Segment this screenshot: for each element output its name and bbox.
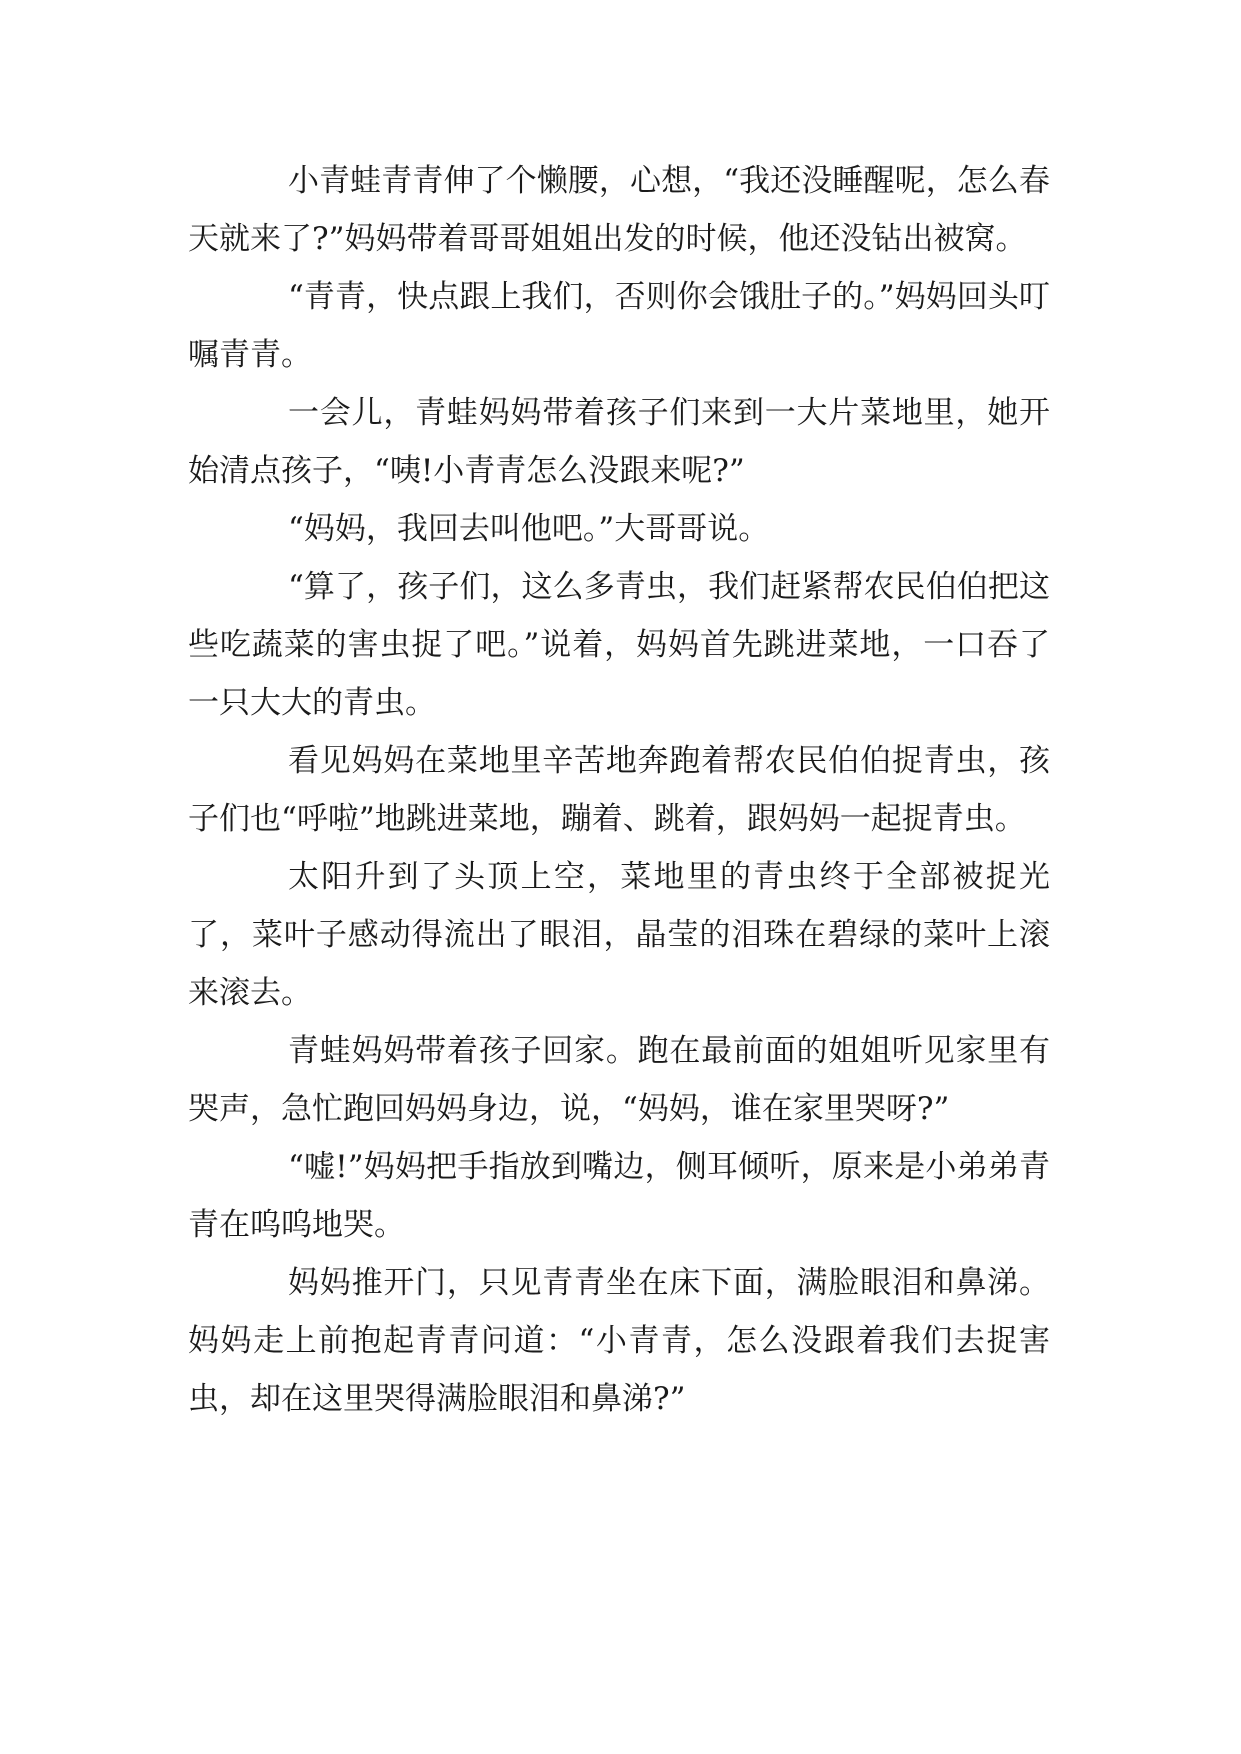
paragraph: “嘘!”妈妈把手指放到嘴边，侧耳倾听，原来是小弟弟青青在呜呜地哭。 bbox=[188, 1149, 1050, 1243]
paragraph: 小青蛙青青伸了个懒腰，心想，“我还没睡醒呢，怎么春天就来了?”妈妈带着哥哥姐姐出发的时候，他还没钻出被窝。 bbox=[188, 163, 1050, 257]
paragraph: “算了，孩子们，这么多青虫，我们赶紧帮农民伯伯把这些吃蔬菜的害虫捉了吧。”说着，妈妈首先跳进菜地，一口吞了一只大大的青虫。 bbox=[188, 569, 1050, 721]
document-body bbox=[188, 152, 1050, 1428]
paragraph: 太阳升到了头顶上空，菜地里的青虫终于全部被捉光了，菜叶子感动得流出了眼泪，晶莹的泪珠在碧绿的菜叶上滚来滚去。 bbox=[188, 859, 1050, 1011]
paragraph: 一会儿，青蛙妈妈带着孩子们来到一大片菜地里，她开始清点孩子，“咦!小青青怎么没跟来呢?” bbox=[188, 395, 1050, 489]
paragraph: 妈妈推开门，只见青青坐在床下面，满脸眼泪和鼻涕。妈妈走上前抱起青青问道：“小青青，怎么没跟着我们去捉害虫，却在这里哭得满脸眼泪和鼻涕?” bbox=[188, 1265, 1050, 1417]
paragraph: “青青，快点跟上我们，否则你会饿肚子的。”妈妈回头叮嘱青青。 bbox=[188, 279, 1050, 373]
paragraph: 青蛙妈妈带着孩子回家。跑在最前面的姐姐听见家里有哭声，急忙跑回妈妈身边，说，“妈妈，谁在家里哭呀?” bbox=[188, 1033, 1050, 1127]
paragraph: “妈妈，我回去叫他吧。”大哥哥说。 bbox=[288, 511, 770, 547]
paragraph: 看见妈妈在菜地里辛苦地奔跑着帮农民伯伯捉青虫，孩子们也“呼啦”地跳进菜地，蹦着、跳着，跟妈妈一起捉青虫。 bbox=[188, 743, 1050, 837]
